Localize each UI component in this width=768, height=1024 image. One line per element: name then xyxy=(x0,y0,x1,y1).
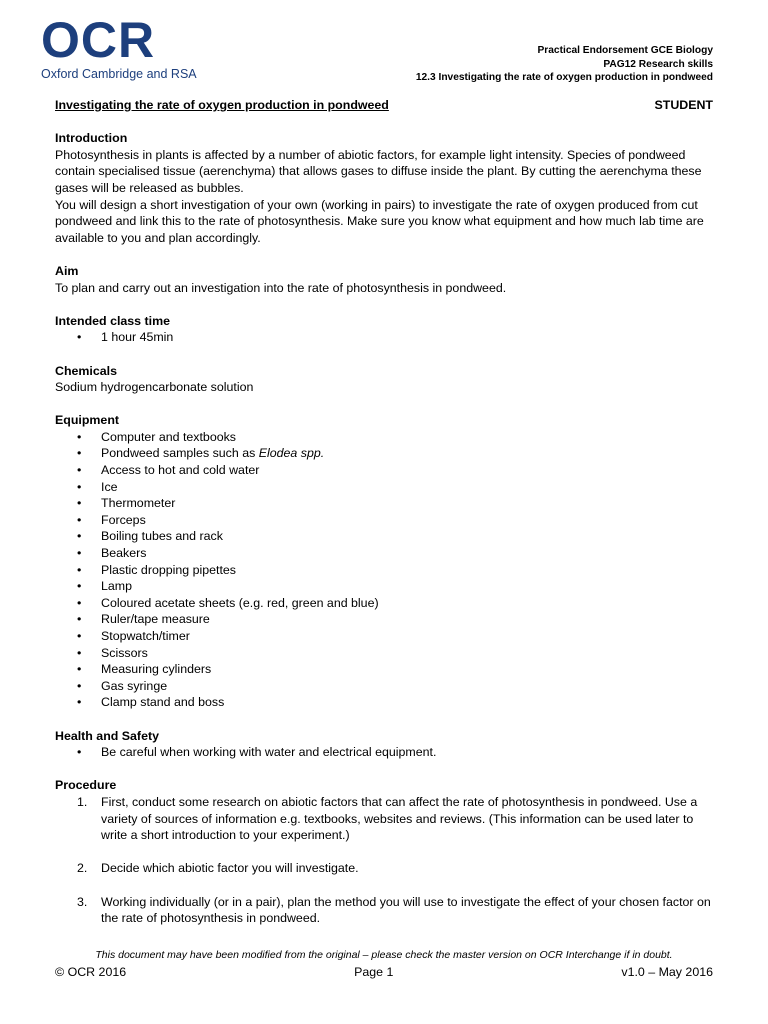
procedure-heading: Procedure xyxy=(55,778,117,793)
list-item: • Thermometer xyxy=(55,495,713,512)
list-item-text: Pondweed samples such as xyxy=(101,446,259,461)
equipment-list xyxy=(55,429,713,711)
aim-text: To plan and carry out an investigation into the rate of photosynthesis in pondweed. xyxy=(55,280,507,295)
step-text: Working individually (or in a pair), plan the method you will use to investigate the effect of your chosen factor on the rate of photosynthesis in pondweed. xyxy=(101,894,711,926)
ocr-logo xyxy=(41,12,201,81)
list-item: • Beakers xyxy=(55,545,713,562)
chemicals-text: Sodium hydrogencarbonate solution xyxy=(55,380,254,395)
list-item: • Stopwatch/timer xyxy=(55,628,713,645)
header-line-course: Practical Endorsement GCE Biology xyxy=(537,45,713,56)
procedure-steps xyxy=(55,794,713,927)
health-safety-heading: Health and Safety xyxy=(55,728,159,743)
section-equipment xyxy=(55,412,713,711)
chemicals-heading: Chemicals xyxy=(55,363,117,378)
step-number: 1. xyxy=(77,794,88,809)
class-time-heading: Intended class time xyxy=(55,313,170,328)
list-item: • Gas syringe xyxy=(55,678,713,695)
modification-notice: This document may have been modified from the original – please check the master version on OCR Interchange if in doubt. xyxy=(95,949,673,961)
list-item: • Ice xyxy=(55,479,713,496)
list-item: • Boiling tubes and rack xyxy=(55,528,713,545)
step-number: 2. xyxy=(77,861,88,876)
document-body xyxy=(55,97,713,943)
aim-heading: Aim xyxy=(55,263,79,278)
copyright: © OCR 2016 xyxy=(55,965,127,979)
section-procedure xyxy=(55,777,713,926)
section-class-time xyxy=(55,313,713,346)
section-introduction xyxy=(55,130,713,246)
list-item: • Ruler/tape measure xyxy=(55,611,713,628)
page-footer xyxy=(55,965,713,979)
list-item xyxy=(55,445,713,462)
procedure-step xyxy=(55,894,713,927)
list-item: • Computer and textbooks xyxy=(55,429,713,446)
step-number: 3. xyxy=(77,894,88,909)
list-item: • Scissors xyxy=(55,645,713,662)
document-title: Investigating the rate of oxygen production in pondweed xyxy=(55,98,389,112)
header-line-activity: 12.3 Investigating the rate of oxygen production in pondweed xyxy=(415,72,713,83)
audience-label: STUDENT xyxy=(654,98,713,112)
section-chemicals xyxy=(55,363,713,396)
introduction-paragraph-2: You will design a short investigation of your own (working in pairs) to investigate the rate of oxygen produced from cut pondweed and link this to the rate of photosynthesis. Make sure you know what equipment and how much lab time are available to you and plan accordingly. xyxy=(55,197,704,245)
introduction-paragraph-1: Photosynthesis in plants is affected by a number of abiotic factors, for example light intensity. Species of pondweed contain specialised tissue (aerenchyma) that allows gases to diffuse inside the plant. By cutting the aerenchyma these gases will be released as bubbles. xyxy=(55,147,702,195)
step-text: Decide which abiotic factor you will investigate. xyxy=(101,861,359,876)
list-item: • Access to hot and cold water xyxy=(55,462,713,479)
header-line-pag: PAG12 Research skills xyxy=(603,58,713,70)
species-name: Elodea spp. xyxy=(258,446,325,461)
list-item: • Clamp stand and boss xyxy=(55,694,713,711)
list-item: • Lamp xyxy=(55,578,713,595)
procedure-step xyxy=(55,794,713,844)
version: v1.0 – May 2016 xyxy=(621,965,713,979)
logo-wordmark: OCR xyxy=(41,12,156,68)
list-item: • Measuring cylinders xyxy=(55,661,713,678)
document-header xyxy=(416,44,713,85)
section-aim xyxy=(55,263,713,296)
list-item: • 1 hour 45min xyxy=(55,329,713,346)
list-item: • Be careful when working with water and electrical equipment. xyxy=(55,744,713,761)
title-row xyxy=(55,97,713,114)
list-item: • Coloured acetate sheets (e.g. red, green and blue) xyxy=(55,595,713,612)
step-text: First, conduct some research on abiotic factors that can affect the rate of photosynthesis in pondweed. Use a variety of sources of information e.g. textbooks, websites and reviews. (This information can be used later to write a short introduction to your experiment.) xyxy=(101,794,698,843)
page-number: Page 1 xyxy=(354,965,394,979)
equipment-heading: Equipment xyxy=(55,413,120,428)
health-safety-list xyxy=(55,744,713,761)
procedure-step xyxy=(55,860,713,877)
class-time-list xyxy=(55,329,713,346)
list-item: • Forceps xyxy=(55,512,713,529)
list-item: • Plastic dropping pipettes xyxy=(55,562,713,579)
introduction-heading: Introduction xyxy=(55,131,128,146)
logo-subtitle: Oxford Cambridge and RSA xyxy=(41,67,197,81)
section-health-safety xyxy=(55,728,713,761)
